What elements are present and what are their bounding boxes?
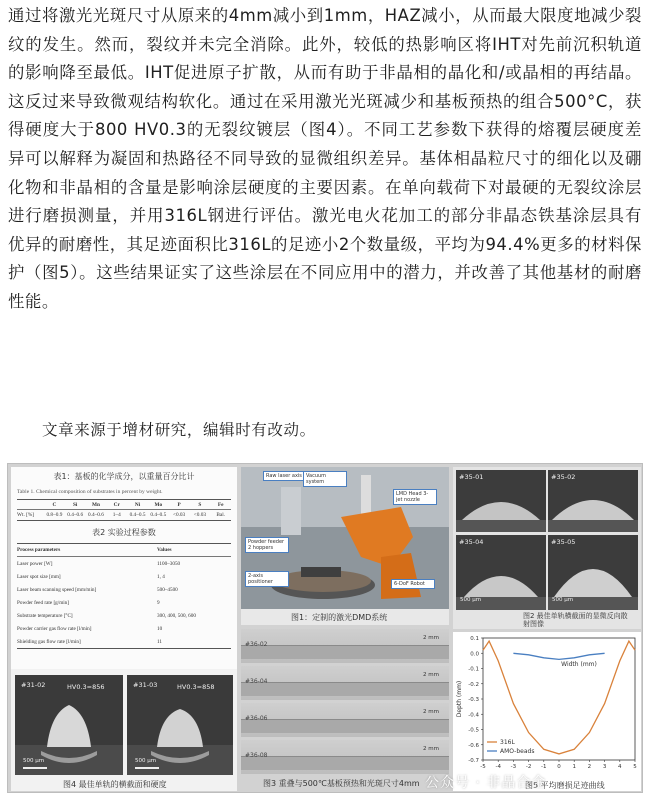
fig5-xtick-label: -1 bbox=[541, 764, 547, 770]
fig5-ytick-label: 0.1 bbox=[470, 636, 479, 642]
fig2-image-label: #35-02 bbox=[551, 473, 576, 481]
table1 bbox=[17, 499, 231, 521]
fig4-scale-right: 500 μm bbox=[135, 758, 157, 764]
fig3-bead bbox=[241, 756, 449, 770]
fig4-scale-left: 500 μm bbox=[23, 758, 45, 764]
table2-row bbox=[17, 583, 231, 596]
table2-param-cell: Shielding gas flow rate [l/min] bbox=[17, 638, 81, 645]
fig3-scale: 2 mm bbox=[423, 672, 439, 678]
watermark: 公众号 · 非晶合金 bbox=[425, 775, 547, 791]
table1-cell: 0.8–0.9 bbox=[46, 512, 63, 518]
fig3-strip bbox=[241, 740, 449, 774]
table1-cell: <0.03 bbox=[193, 512, 206, 518]
table1-row bbox=[17, 510, 231, 520]
table1-header-cell: Fe bbox=[217, 501, 224, 508]
table2-value-cell: 300, 400, 500, 600 bbox=[157, 612, 196, 619]
table2-row bbox=[17, 570, 231, 583]
fig4-label-right: #31-03 bbox=[133, 681, 158, 689]
fig4-image-right bbox=[127, 675, 233, 775]
fig5-xtick-label: 5 bbox=[633, 764, 637, 770]
fig4-scalebar-left bbox=[23, 767, 47, 769]
fig2-caption: 图2 最佳单轨横截面的显微反向散射图像 bbox=[523, 612, 628, 628]
fig3-strip-label: #36-04 bbox=[245, 678, 268, 685]
fig1-callout: Powder feeder 2 hoppers bbox=[245, 537, 289, 553]
fig1-callout: LMD Head 3-jet nozzle bbox=[393, 489, 437, 505]
fig5-xtick-label: -2 bbox=[525, 764, 532, 770]
fig3-caption: 图3 重叠与500℃基板预热和光斑尺寸4mm bbox=[263, 779, 420, 788]
table2-value-cell: 500–4500 bbox=[157, 586, 178, 593]
fig5-ytick-label: -0.1 bbox=[468, 666, 479, 673]
fig2-image-3 bbox=[456, 535, 546, 610]
fig4-scalebar-right bbox=[135, 767, 159, 769]
table2-value-cell: 9 bbox=[157, 599, 160, 606]
fig3-bead bbox=[241, 682, 449, 696]
fig3-bead bbox=[241, 645, 449, 659]
table2-title: 表2 实验过程参数 bbox=[92, 528, 156, 537]
table1-header-cell: P bbox=[177, 501, 181, 508]
fig3-strip-label: #36-08 bbox=[245, 752, 268, 759]
fig5-panel bbox=[453, 632, 641, 791]
table1-header-row bbox=[17, 500, 231, 510]
fig5-ytick-label: 0.0 bbox=[470, 651, 479, 658]
fig1-panel bbox=[241, 467, 449, 625]
table2-row bbox=[17, 622, 231, 635]
fig5-xtick-label: -3 bbox=[510, 764, 517, 770]
fig4-label-left: #31-02 bbox=[21, 681, 46, 689]
table1-cell: 0.4–0.6 bbox=[88, 512, 104, 518]
article-paragraph: 通过将激光光斑尺寸从原来的4mm减小到1mm，HAZ减小，从而最大限度地减少裂纹的发生。然而，裂纹并未完全消除。此外，较低的热影响区将IHT对先前沉积轨道的影响降至最低。IHT促进原子扩散，从而有助于非晶相的晶化和/或晶相的再结晶。这反过来导致微观结构软化。通过在采用激光光斑减少和基板预热的组合500°C，获得硬度大于800 HV0.3的无裂纹镀层（图4）。不同工艺参数下获得的熔覆层硬度差异可以解释为凝固和热路径不同导致的显微组织差异。基体相晶粒尺寸的细化以及硼化物和非晶相的含量是影响涂层硬度的主要因素。在单向载荷下对最硬的无裂纹涂层进行磨损测量，并用316L钢进行评估。激光电火花加工的部分非晶态铁基涂层具有优异的耐磨性，其足迹面积比316L的足迹小2个数量级，平均为94.4%更多的材料保护（图5）。这些结果证实了这些涂层在不同应用中的潜力，并改善了其他基材的耐磨性能。 bbox=[8, 6, 642, 311]
fig5-xtick-label: 3 bbox=[602, 764, 607, 770]
table1-cell: 1–4 bbox=[112, 512, 121, 518]
fig2-panel bbox=[453, 467, 641, 629]
fig5-ytick-label: -0.2 bbox=[468, 681, 479, 688]
figure-composite bbox=[7, 463, 643, 793]
fig5-legend-label: AMO-beads bbox=[500, 748, 535, 755]
table2-body bbox=[17, 557, 231, 648]
fig2-image-4 bbox=[548, 535, 638, 610]
fig1-callout: 6-DoF Robot bbox=[391, 579, 435, 589]
fig4-image-left bbox=[15, 675, 123, 775]
fig5-xtick-label: 4 bbox=[618, 764, 622, 770]
fig2-image-2 bbox=[548, 470, 638, 532]
fig1-callout: 2-axis positioner bbox=[245, 571, 289, 587]
table1-cell: 0.4–0.5 bbox=[129, 512, 146, 518]
table2-value-cell: 10 bbox=[157, 625, 163, 632]
fig3-scale: 2 mm bbox=[423, 746, 439, 752]
table2-param-cell: Laser spot size [mm] bbox=[17, 573, 61, 580]
table1-header-cell: S bbox=[198, 501, 202, 508]
table2-header-row bbox=[17, 544, 231, 557]
table1-cell: Wt. [%] bbox=[17, 512, 35, 518]
fig5-ytick-label: -0.6 bbox=[468, 742, 479, 749]
table2-param-cell: Laser beam scanning speed [mm/min] bbox=[17, 586, 97, 593]
fig5-series-line bbox=[483, 641, 635, 754]
fig5-ytick-label: -0.3 bbox=[468, 697, 479, 703]
table2-value-cell: 1100–3050 bbox=[157, 560, 181, 567]
table2-row bbox=[17, 557, 231, 570]
table2-row bbox=[17, 635, 231, 648]
fig3-scale: 2 mm bbox=[423, 709, 439, 715]
fig5-xtick-label: 1 bbox=[572, 764, 576, 770]
table1-cell: <0.03 bbox=[172, 512, 186, 518]
table2-header-value: Values bbox=[157, 547, 172, 553]
fig5-xtick-label: -4 bbox=[495, 764, 501, 770]
table1-title: 表1：基板的化学成分，以重量百分比计 bbox=[53, 472, 195, 481]
table1-subtitle: Table 1. Chemical composition of substrates in percent by weight. bbox=[17, 489, 163, 495]
table1-header-cell: Cr bbox=[113, 501, 120, 508]
table2-param-cell: Laser power [W] bbox=[17, 560, 53, 567]
fig2-scale: 500 μm bbox=[552, 597, 574, 603]
table2 bbox=[17, 543, 231, 649]
fig5-ylabel: Depth (mm) bbox=[456, 680, 463, 718]
fig5-xtick-label: 0 bbox=[557, 764, 561, 770]
table2-param-cell: Powder feed rate [g/min] bbox=[17, 599, 69, 606]
table2-value-cell: 11 bbox=[157, 638, 162, 645]
fig4-hardness-left: HV0.3=856 bbox=[67, 683, 105, 691]
article-body bbox=[8, 2, 642, 317]
fig3-strip-label: #36-02 bbox=[245, 641, 268, 648]
table2-param-cell: Substrate temperature [°C] bbox=[17, 612, 73, 619]
fig5-caption: 图5 平均磨损足迹曲线 bbox=[525, 781, 605, 790]
fig1-caption: 图1：定制的激光DMD系统 bbox=[291, 613, 388, 622]
table1-header-cell: Mo bbox=[154, 501, 163, 508]
article-source-note: 文章来源于增材研究，编辑时有改动。 bbox=[42, 421, 316, 439]
table1-header-cell: Mn bbox=[91, 501, 100, 508]
table1-header-cell: Si bbox=[72, 501, 78, 508]
fig5-chart bbox=[453, 632, 641, 778]
fig4-panel bbox=[11, 669, 237, 791]
fig2-image-label: #35-04 bbox=[459, 538, 484, 546]
table1-cell: Bal. bbox=[216, 512, 225, 518]
table2-row bbox=[17, 609, 231, 622]
table2-header-param: Process parameters bbox=[17, 547, 61, 553]
fig3-scale: 2 mm bbox=[423, 635, 439, 641]
fig2-image-label: #35-01 bbox=[459, 473, 484, 481]
fig5-xtick-label: -5 bbox=[480, 764, 486, 770]
table1-header-cell: Ni bbox=[134, 501, 141, 508]
fig3-strip bbox=[241, 666, 449, 700]
fig5-xtick-label: 2 bbox=[587, 764, 592, 770]
fig5-legend-label: 316L bbox=[500, 739, 515, 746]
fig3-bead bbox=[241, 719, 449, 733]
fig2-image-label: #35-05 bbox=[551, 538, 576, 546]
table2-row bbox=[17, 596, 231, 609]
fig5-ytick-label: -0.5 bbox=[468, 727, 479, 734]
fig3-strip-label: #36-06 bbox=[245, 715, 268, 722]
table2-value-cell: 1, 4 bbox=[157, 573, 165, 580]
fig1-callout: Vacuum system bbox=[303, 471, 347, 487]
fig4-caption: 图4 最佳单轨的横截面和硬度 bbox=[63, 780, 167, 789]
fig1-callout: Raw laser axis bbox=[263, 471, 307, 481]
fig4-hardness-right: HV0.3=858 bbox=[177, 683, 215, 691]
table1-cell: 0.4–0.6 bbox=[67, 512, 84, 518]
fig2-image-1 bbox=[456, 470, 546, 532]
table1-cell: 0.4–0.5 bbox=[150, 512, 167, 518]
fig5-xlabel: Width (mm) bbox=[561, 661, 597, 668]
fig5-series-line bbox=[513, 653, 604, 659]
tables-panel bbox=[11, 467, 237, 692]
fig5-ytick-label: -0.4 bbox=[468, 712, 479, 719]
fig5-ytick-label: -0.7 bbox=[468, 758, 479, 764]
fig3-strip bbox=[241, 703, 449, 737]
fig2-scale: 500 μm bbox=[460, 597, 482, 603]
table1-header-cell: C bbox=[52, 501, 57, 508]
fig3-strip bbox=[241, 629, 449, 663]
table2-param-cell: Powder carrier gas flow rate [l/min] bbox=[17, 625, 92, 632]
